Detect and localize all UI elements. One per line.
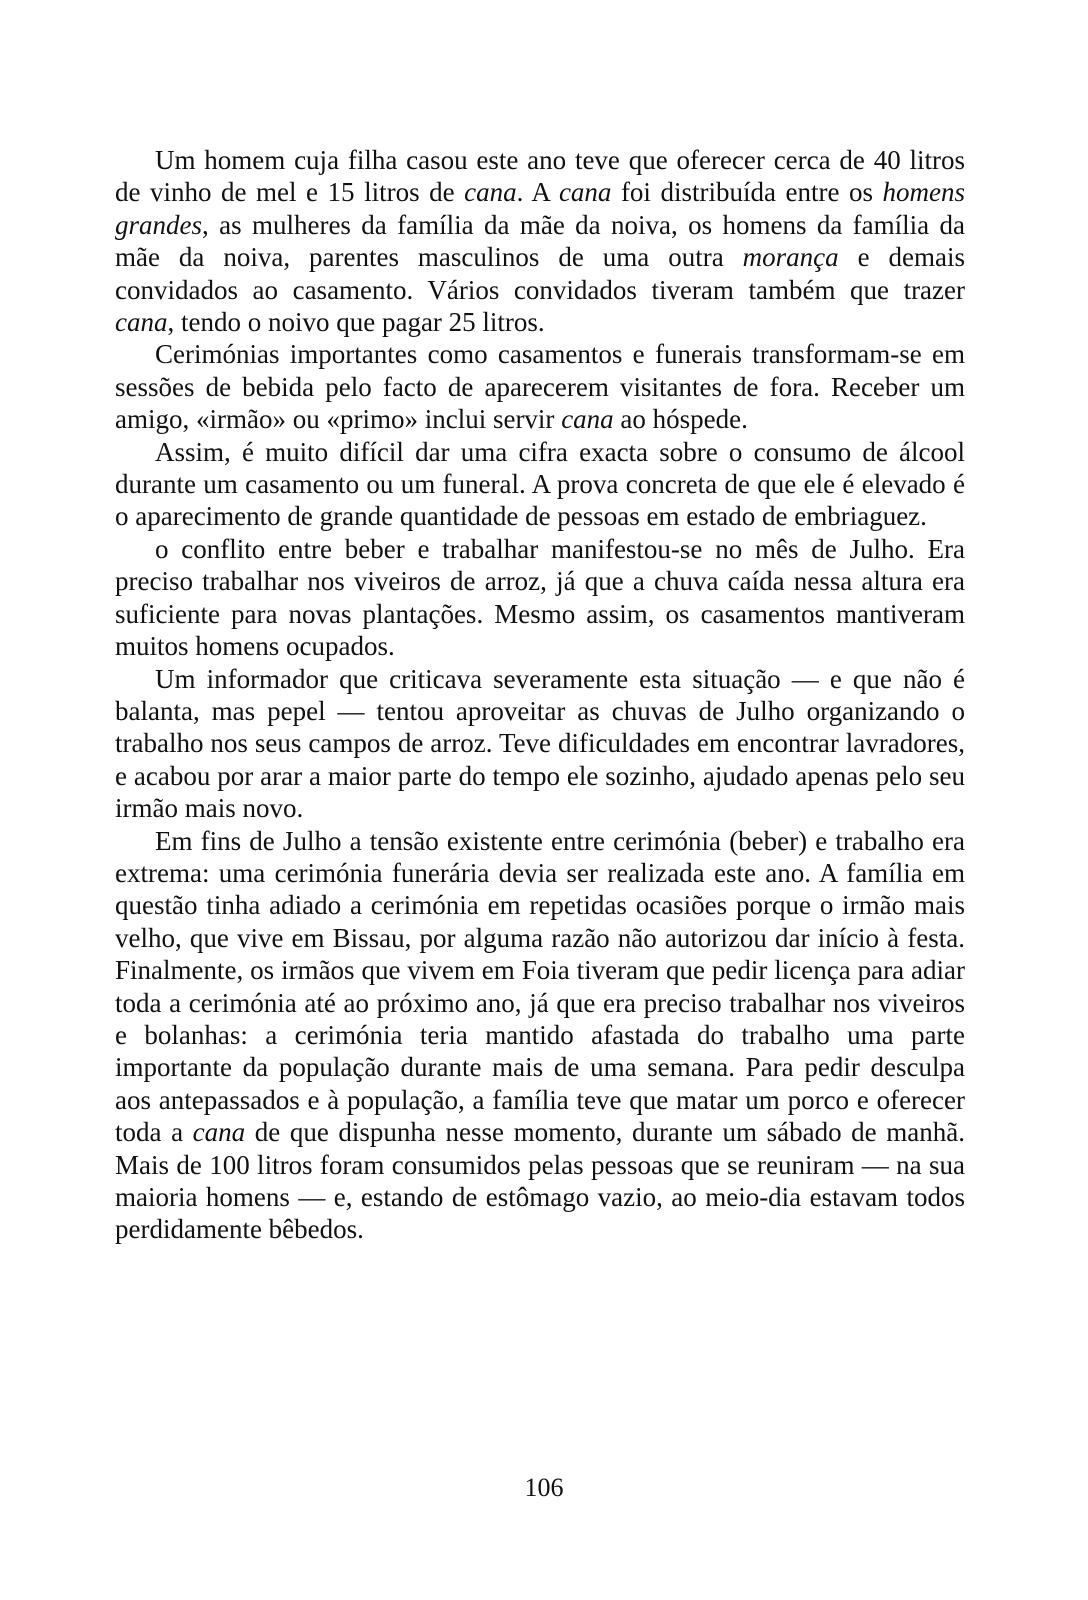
italic-run: cana bbox=[115, 307, 168, 338]
text-run: Em fins de Julho a tensão existente entre cerimónia (beber) e trabalho era extrema: uma cerimónia funerária devia ser realizada este ano. A família em questão tinha adiado a cerimónia em repetidas ocasiões porque o irmão mais velho, que vive em Bissau, por alguma razão não autorizou dar início à festa. Finalmente, os irmãos que vivem em Foia tiveram que pedir licença para adiar toda a cerimónia até ao próximo ano, já que era preciso trabalhar nos viveiros e bolanhas: a cerimónia teria mantido afastada do trabalho uma parte importante da população durante mais de uma semana. Para pedir desculpa aos antepassados e à população, a família teve que matar um porco e oferecer toda a bbox=[115, 825, 965, 1148]
paragraph-2 bbox=[115, 338, 965, 435]
italic-run: morança bbox=[742, 242, 839, 273]
italic-run: cana bbox=[561, 404, 614, 435]
italic-run: cana bbox=[192, 1117, 246, 1148]
text-run: de que dispunha nesse momento, durante um sábado de manhã. Mais de 100 litros foram consumidos pelas pessoas que se reuniram — na sua maioria homens — e, estando de estômago vazio, ao meio-dia estavam todos perdidamente bêbedos. bbox=[115, 1117, 965, 1245]
italic-run: homens grandes bbox=[115, 177, 965, 240]
paragraph-5 bbox=[115, 663, 965, 825]
text-run: , tendo o noivo que pagar 25 litros. bbox=[167, 307, 545, 338]
text-run: Um informador que criticava severamente esta situação — e que não é balanta, mas pepel — tentou aproveitar as chuvas de Julho organizando o trabalho nos seus campos de arroz. Teve dificuldades em encontrar lavradores, e acabou por arar a maior parte do tempo ele sozinho, ajudado apenas pelo seu irmão mais novo. bbox=[115, 663, 965, 824]
text-run: . A bbox=[516, 177, 559, 208]
paragraph-4 bbox=[115, 533, 965, 663]
italic-run: cana bbox=[558, 177, 612, 208]
text-run: Assim, é muito difícil dar uma cifra exacta sobre o consumo de álcool durante um casamento ou um funeral. A prova concreta de que ele é elevado é o aparecimento de grande quantidade de pessoas em estado de embriaguez. bbox=[115, 436, 965, 532]
text-run: e demais convidados ao casamento. Vários convidados tiveram também que trazer bbox=[115, 242, 965, 305]
paragraph-3 bbox=[115, 436, 965, 533]
text-run: , as mulheres da família da mãe da noiva, os homens da família da mãe da noiva, parentes masculinos de uma outra bbox=[115, 209, 965, 273]
italic-run: cana bbox=[464, 177, 517, 208]
text-run: foi distribuída entre os bbox=[611, 177, 883, 208]
text-run: Cerimónias importantes como casamentos e funerais transformam-se em sessões de bebida pelo facto de aparecerem visitantes de fora. Receber um amigo, «irmão» ou «primo» inclui servir bbox=[115, 339, 965, 435]
page-body bbox=[115, 144, 965, 1246]
text-run: o conflito entre beber e trabalhar manifestou-se no mês de Julho. Era preciso trabalhar nos viveiros de arroz, já que a chuva caída nessa altura era suficiente para novas plantações. Mesmo assim, os casamentos mantiveram muitos homens ocupados. bbox=[115, 533, 965, 662]
paragraph-6 bbox=[115, 825, 965, 1246]
paragraph-1 bbox=[115, 144, 965, 338]
text-run: Um homem cuja filha casou este ano teve que oferecer cerca de 40 litros de vinho de mel e 15 litros de bbox=[115, 145, 965, 208]
page-number: 106 bbox=[524, 1473, 564, 1502]
text-run: ao hóspede. bbox=[613, 404, 748, 435]
